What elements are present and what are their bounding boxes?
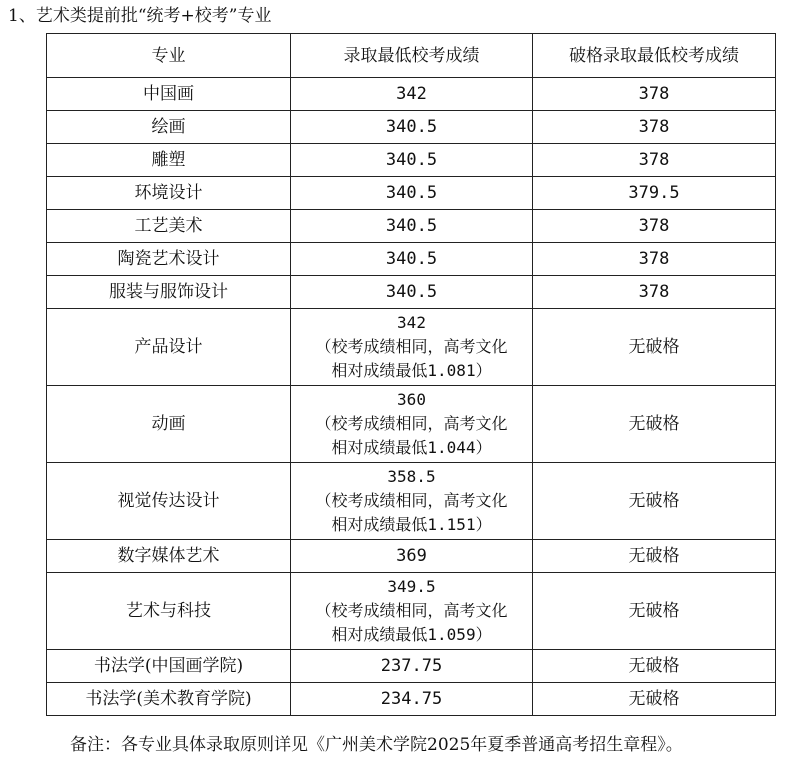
table-row	[47, 144, 776, 177]
tiebreak-note-suffix: ）	[475, 515, 492, 534]
exception-score-cell: 378	[533, 111, 776, 144]
table-row	[47, 177, 776, 210]
tiebreak-note-prefix: 相对成绩最低	[331, 438, 428, 457]
tiebreak-note-line	[291, 623, 532, 647]
table-row	[47, 650, 776, 683]
min-score-cell	[291, 386, 533, 463]
tiebreak-relative-score: 1.059	[427, 625, 476, 644]
min-score-cell: 340.5	[291, 276, 533, 309]
table-row	[47, 540, 776, 573]
min-score-cell: 369	[291, 540, 533, 573]
exception-score-cell: 378	[533, 78, 776, 111]
score-value: 360	[397, 390, 426, 409]
exception-score-cell: 378	[533, 243, 776, 276]
min-score-cell: 340.5	[291, 177, 533, 210]
min-score-cell: 234.75	[291, 683, 533, 716]
major-cell: 中国画	[47, 78, 291, 111]
min-score-cell: 340.5	[291, 144, 533, 177]
major-cell: 环境设计	[47, 177, 291, 210]
exception-score-cell: 无破格	[533, 309, 776, 386]
tiebreak-note-line	[291, 436, 532, 460]
major-cell: 书法学(中国画学院)	[47, 650, 291, 683]
tiebreak-note-suffix: ）	[475, 361, 492, 380]
major-cell: 书法学(美术教育学院)	[47, 683, 291, 716]
min-score-cell: 237.75	[291, 650, 533, 683]
table-row	[47, 463, 776, 540]
table-row	[47, 386, 776, 463]
tiebreak-relative-score: 1.044	[427, 438, 476, 457]
exception-score-cell: 378	[533, 210, 776, 243]
admission-score-table	[46, 33, 776, 716]
major-cell: 陶瓷艺术设计	[47, 243, 291, 276]
major-cell: 数字媒体艺术	[47, 540, 291, 573]
table-row	[47, 243, 776, 276]
tiebreak-note-line: （校考成绩相同，高考文化	[315, 491, 508, 510]
min-score-cell	[291, 309, 533, 386]
min-score-cell	[291, 463, 533, 540]
tiebreak-relative-score: 1.151	[427, 515, 476, 534]
exception-score-cell: 无破格	[533, 650, 776, 683]
column-header-min-score: 录取最低校考成绩	[291, 34, 533, 78]
exception-score-cell: 378	[533, 276, 776, 309]
tiebreak-note-line: （校考成绩相同，高考文化	[315, 414, 508, 433]
footnote: 备注：各专业具体录取原则详见《广州美术学院2025年夏季普通高考招生章程》。	[70, 735, 683, 755]
tiebreak-note-prefix: 相对成绩最低	[331, 361, 428, 380]
score-value: 342	[397, 313, 426, 332]
column-header-exception-score: 破格录取最低校考成绩	[533, 34, 776, 78]
exception-score-cell: 无破格	[533, 573, 776, 650]
exception-score-cell: 无破格	[533, 683, 776, 716]
exception-score-cell: 379.5	[533, 177, 776, 210]
exception-score-cell: 无破格	[533, 463, 776, 540]
major-cell: 绘画	[47, 111, 291, 144]
major-cell: 工艺美术	[47, 210, 291, 243]
tiebreak-note-suffix: ）	[475, 625, 492, 644]
major-cell: 雕塑	[47, 144, 291, 177]
tiebreak-note-suffix: ）	[475, 438, 492, 457]
table-header-row	[47, 34, 776, 78]
tiebreak-note-line	[291, 359, 532, 383]
table-row	[47, 573, 776, 650]
exception-score-cell: 无破格	[533, 386, 776, 463]
tiebreak-note-line: （校考成绩相同，高考文化	[315, 337, 508, 356]
tiebreak-note-prefix: 相对成绩最低	[331, 515, 428, 534]
min-score-cell: 340.5	[291, 111, 533, 144]
table-row	[47, 111, 776, 144]
table-row	[47, 309, 776, 386]
major-cell: 服装与服饰设计	[47, 276, 291, 309]
major-cell: 动画	[47, 386, 291, 463]
score-value: 358.5	[387, 467, 436, 486]
column-header-major: 专业	[47, 34, 291, 78]
tiebreak-note-line: （校考成绩相同，高考文化	[315, 601, 508, 620]
exception-score-cell: 无破格	[533, 540, 776, 573]
min-score-cell	[291, 573, 533, 650]
major-cell: 艺术与科技	[47, 573, 291, 650]
tiebreak-note-line	[291, 513, 532, 537]
table-row	[47, 78, 776, 111]
major-cell: 视觉传达设计	[47, 463, 291, 540]
exception-score-cell: 378	[533, 144, 776, 177]
tiebreak-relative-score: 1.081	[427, 361, 476, 380]
score-value: 349.5	[387, 577, 436, 596]
min-score-cell: 340.5	[291, 243, 533, 276]
major-cell: 产品设计	[47, 309, 291, 386]
table-row	[47, 276, 776, 309]
min-score-cell: 340.5	[291, 210, 533, 243]
tiebreak-note-prefix: 相对成绩最低	[331, 625, 428, 644]
section-heading: 1、艺术类提前批“统考+校考”专业	[8, 6, 272, 26]
table-row	[47, 210, 776, 243]
min-score-cell: 342	[291, 78, 533, 111]
table-row	[47, 683, 776, 716]
